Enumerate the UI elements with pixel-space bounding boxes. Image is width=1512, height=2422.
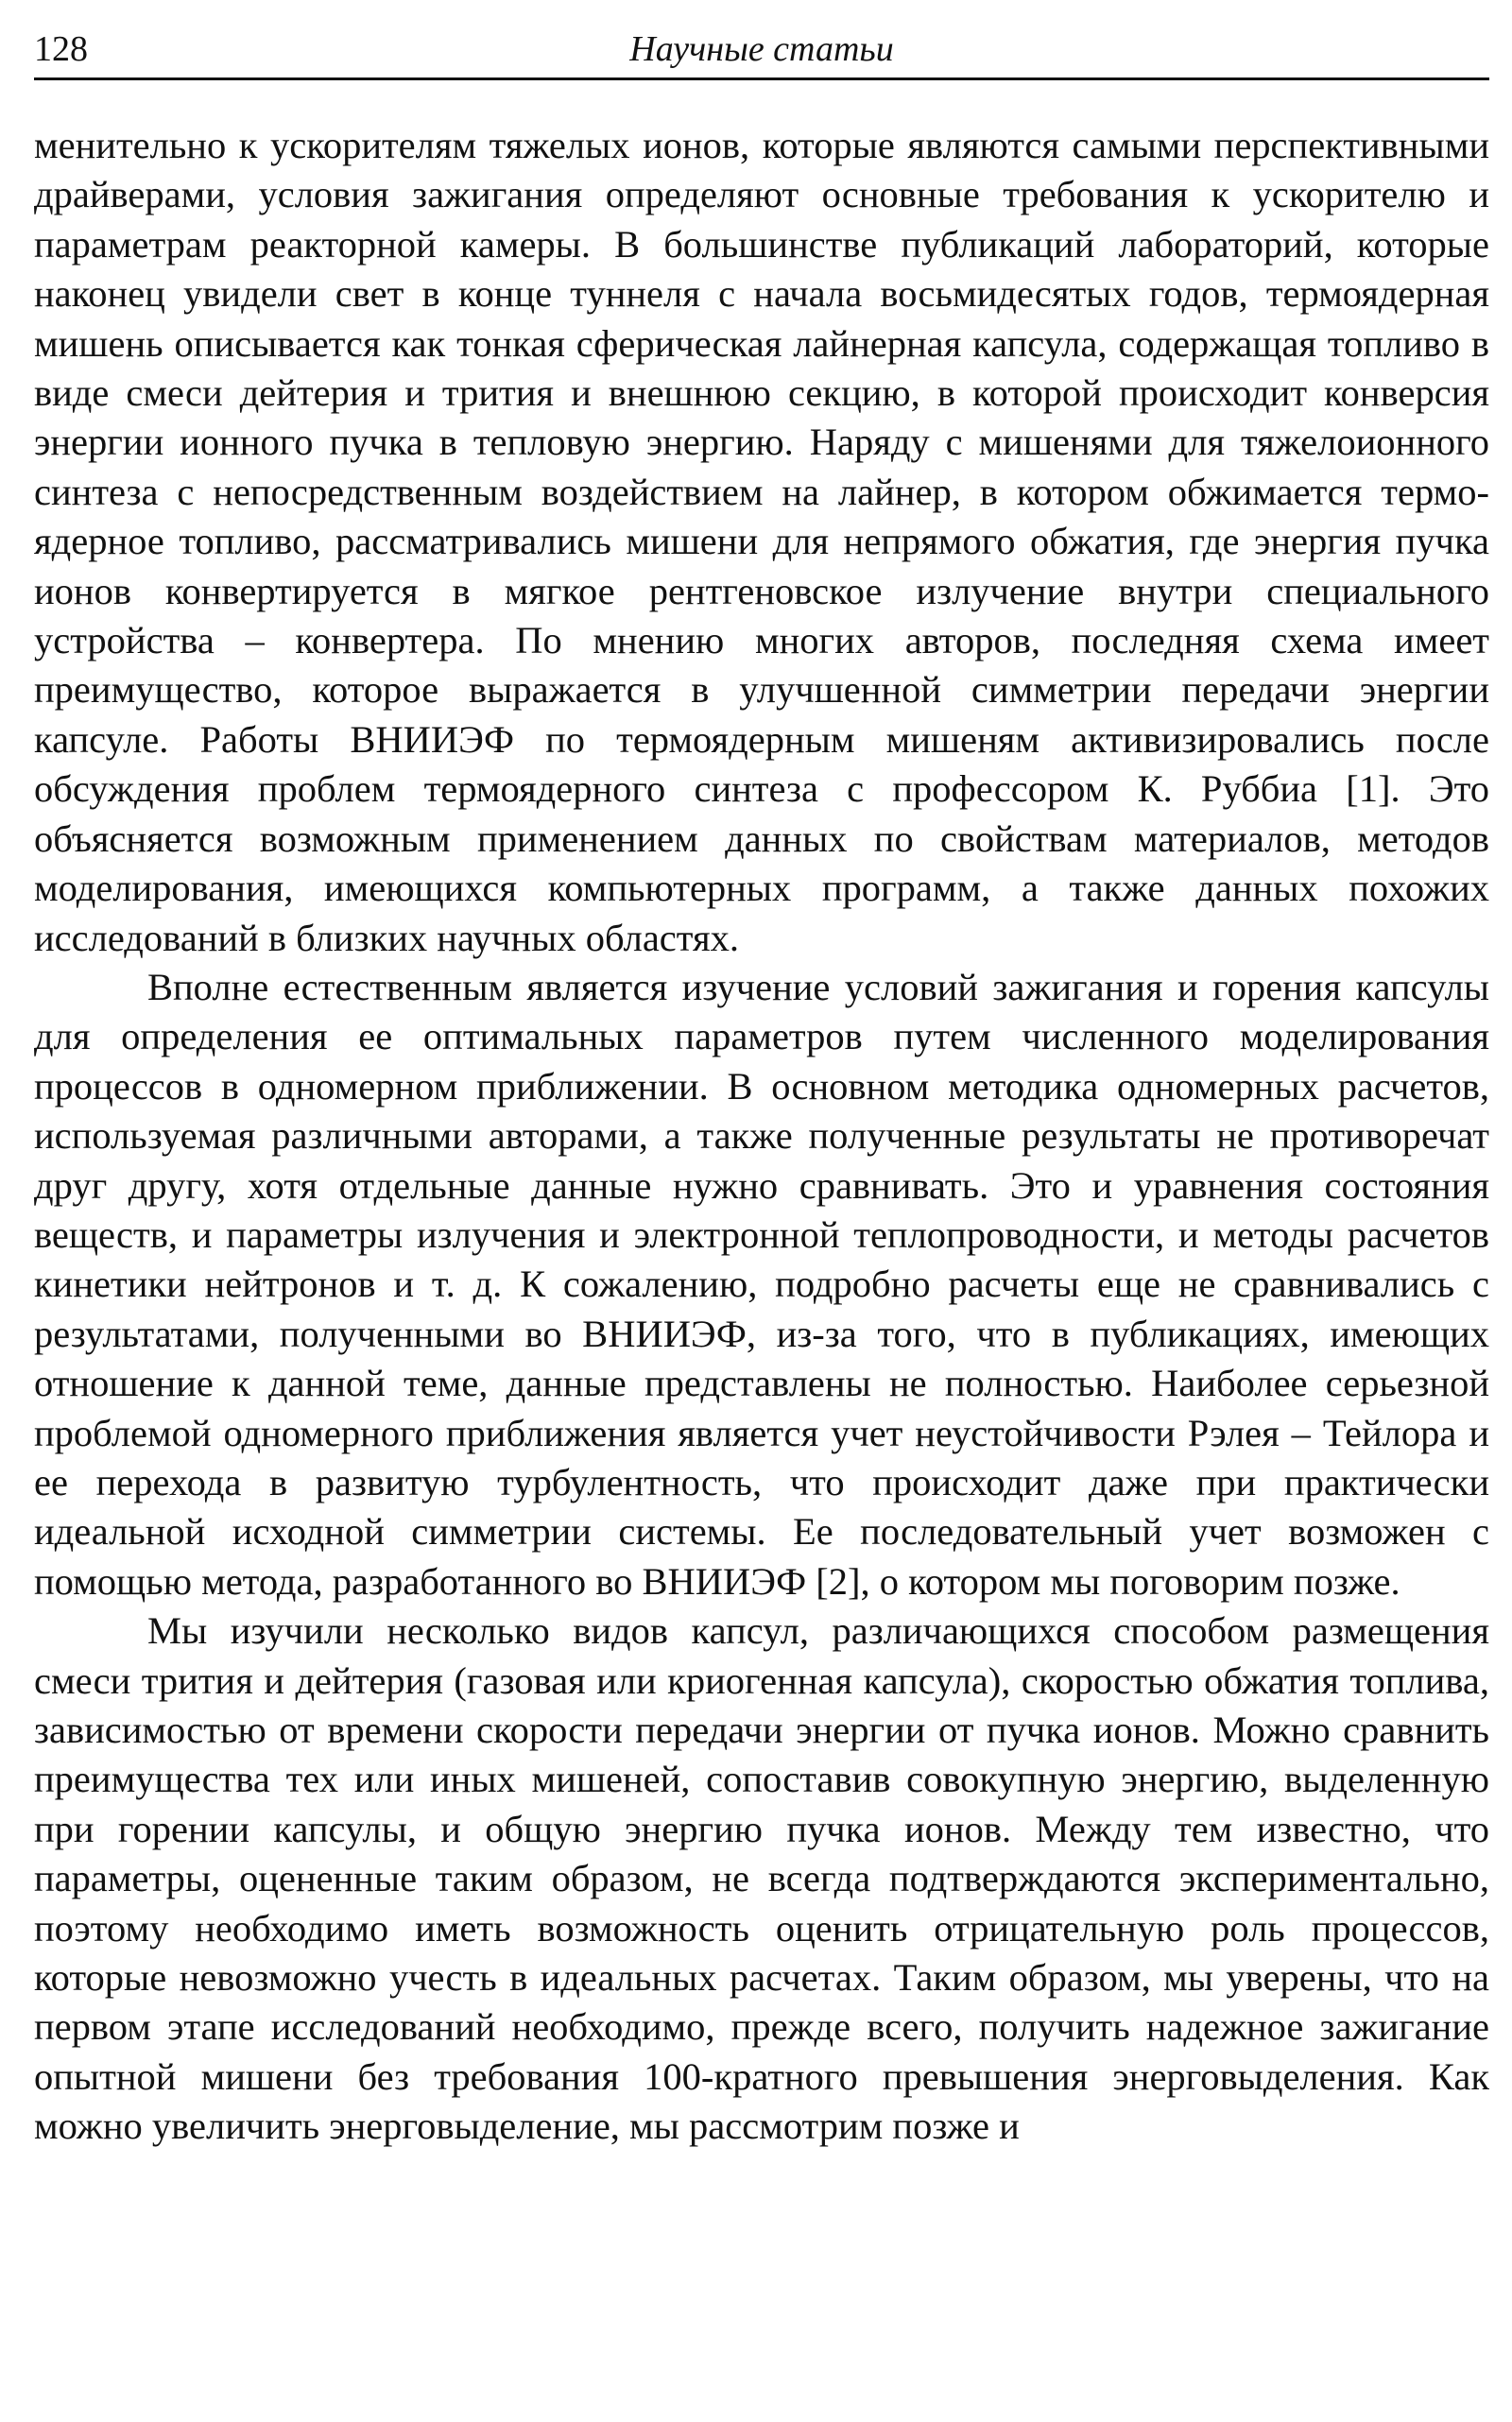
header-rule <box>34 77 1489 80</box>
paragraph-3: Мы изучили несколько видов капсул, различающихся способом размещения смеси трития и дейтерия (газовая или криогенная капсула), скоростью обжатия топлива, зависимостью от времени скорости передачи энергии от пучка ионов. Можно сравнить преимущества тех или иных мишеней, сопоставив совокупную энергию, выделенную при горении капсулы, и общую энергию пучка ионов. Между тем известно, что параметры, оцененные таким образом, не всегда подтверждаются экспериментально, поэтому необходимо иметь возможность оценить отрицательную роль процессов, которые невозможно учесть в идеальных расчетах. Таким образом, мы уверены, что на первом этапе исследований необходимо, прежде всего, получить надежное зажигание опытной мишени без требования 100-кратного превышения энерговыделения. Как можно увеличить энерговыделение, мы рассмотрим позже и <box>34 1609 1489 2148</box>
paragraph-2: Вполне естественным является изучение условий зажигания и горения капсулы для определения ее оптимальных параметров путем численного моделирования процессов в одномерном приближении. В основном методика одномерных расчетов, используемая различными авторами, а также полученные результаты не противоречат друг другу, хотя отдельные данные нужно сравнивать. Это и уравнения состояния веществ, и параметры излучения и электронной теплопроводности, и методы расчетов кинетики нейтронов и т. д. К сожалению, подробно расчеты еще не сравнивались с результатами, полученными во ВНИИЭФ, из-за того, что в публикациях, имеющих отношение к данной теме, данные представлены не полностью. Наиболее серьезной проблемой одномерного приближения является учет неустойчивости Рэлея – Тейлора и ее перехода в развитую турбулентность, что происходит даже при практически идеальной исходной симметрии системы. Ее последовательный учет возможен с помощью метода, разработанного во ВНИИЭФ [2], о котором мы поговорим позже. <box>34 965 1489 1603</box>
page-header <box>34 25 1489 77</box>
article-body <box>34 121 1489 2152</box>
page-number: 128 <box>34 29 88 69</box>
running-title: Научные статьи <box>629 29 894 69</box>
book-page <box>34 0 1489 2422</box>
paragraph-1: менительно к ускорителям тяжелых ионов, которые являются самыми перспективными драйверами, условия зажигания определяют основные требования к ускорителю и параметрам реакторной камеры. В большинстве публикаций лабораторий, которые наконец увидели свет в конце туннеля с начала восьмидесятых годов, термоядерная мишень описывается как тонкая сферическая лайнерная капсула, содержащая топливо в виде смеси дейтерия и трития и внешнюю секцию, в которой происходит конверсия энергии ионного пучка в тепловую энергию. Наряду с мишенями для тяжелоионного синтеза с непосредственным воздействием на лайнер, в котором обжимается термоядерное топливо, рассматривались мишени для непрямого обжатия, где энергия пучка ионов конвертируется в мягкое рентгеновское излучение внутри специального устройства – конвертера. По мнению многих авторов, последняя схема имеет преимущество, которое выражается в улучшенной симметрии передачи энергии капсуле. Работы ВНИИЭФ по термоядерным мишеням активизировались после обсуждения проблем термоядерного синтеза с профессором К. Руббиа [1]. Это объясняется возможным применением данных по свойствам материалов, методов моделирования, имеющихся компьютерных программ, а также данных похожих исследований в близких научных областях. <box>34 124 1489 959</box>
